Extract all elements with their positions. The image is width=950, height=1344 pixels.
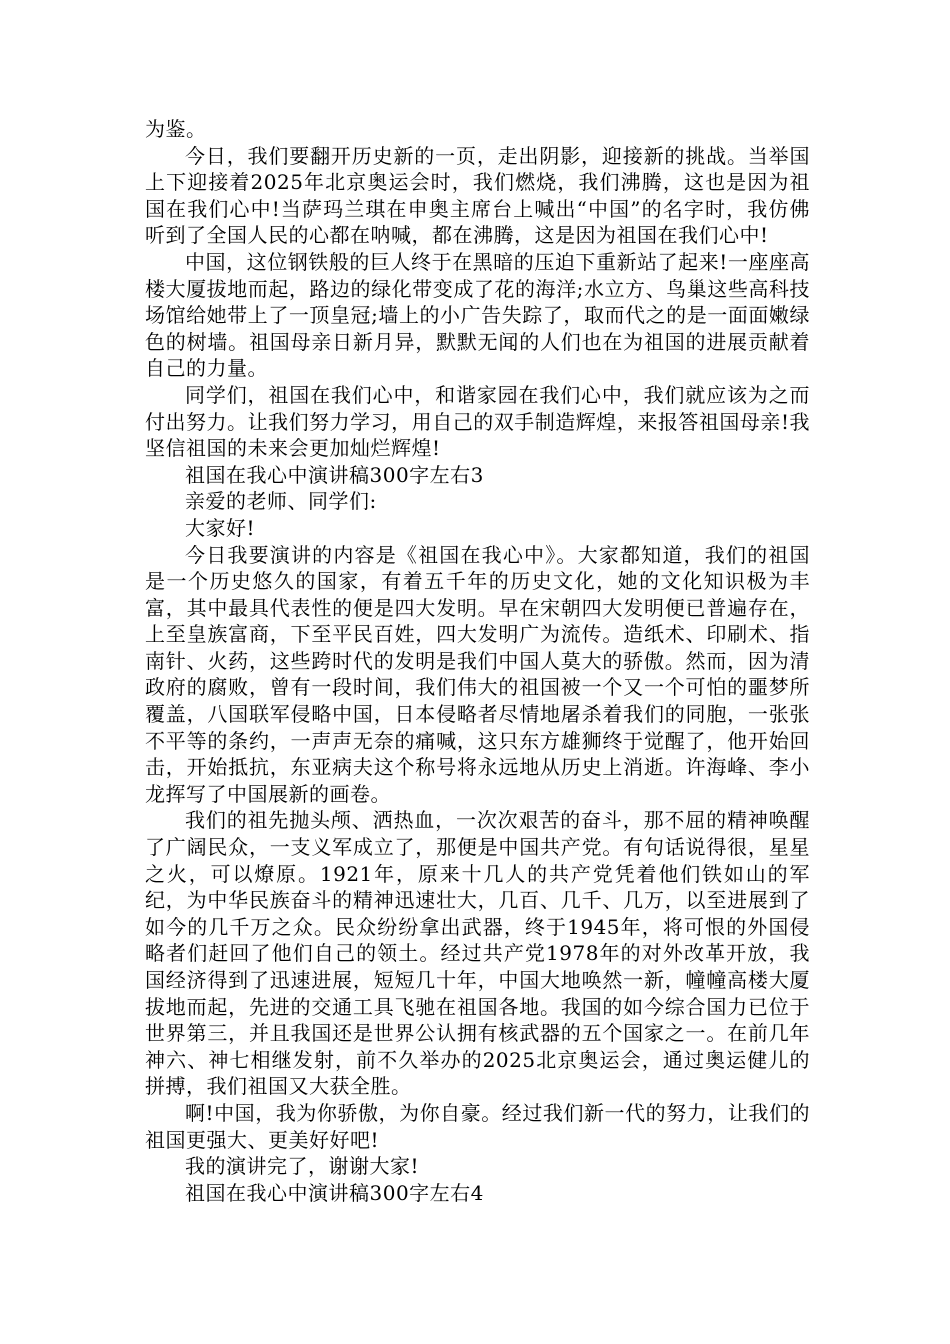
paragraph-pride: 啊!中国，我为你骄傲，为你自豪。经过我们新一代的努力，让我们的祖国更强大、更美好好吧! [145, 1100, 810, 1152]
salutation: 亲爱的老师、同学们: [185, 489, 377, 514]
paragraph-classmates: 同学们，祖国在我们心中，和谐家园在我们心中，我们就应该为之而付出努力。让我们努力学习，用自己的双手制造辉煌，来报答祖国母亲!我坚信祖国的未来会更加灿烂辉煌! [145, 382, 810, 461]
paragraph-china-rising: 中国，这位钢铁般的巨人终于在黑暗的压迫下重新站了起来!一座座高楼大厦拔地而起，路边的绿化带变成了花的海洋;水立方、鸟巢这些高科技场馆给她带上了一顶皇冠;墙上的小广告失踪了，取而代之的是一面面嫩绿色的树墙。祖国母亲日新月异，默默无闻的人们也在为祖国的进展贡献着自己的力量。 [145, 249, 810, 381]
document-page [145, 116, 810, 1206]
paragraph-continuation: 为鉴。 [145, 117, 207, 141]
section-title-4: 祖国在我心中演讲稿300字左右4 [185, 1180, 484, 1205]
greeting: 大家好! [185, 515, 256, 540]
section-title-3: 祖国在我心中演讲稿300字左右3 [185, 462, 484, 487]
paragraph-four-inventions: 今日我要演讲的内容是《祖国在我心中》。大家都知道，我们的祖国是一个历史悠久的国家，有着五千年的历史文化，她的文化知识极为丰富，其中最具代表性的便是四大发明。早在宋朝四大发明便已普遍存在，上至皇族富商，下至平民百姓，四大发明广为流传。造纸术、印刷术、指南针、火药，这些跨时代的发明是我们中国人莫大的骄傲。然而，因为清政府的腐败，曾有一段时间，我们伟大的祖国被一个又一个可怕的噩梦所覆盖，八国联军侵略中国，日本侵略者尽情地屠杀着我们的同胞，一张张不平等的条约，一声声无奈的痛喊，这只东方雄狮终于觉醒了，他开始回击，开始抵抗，东亚病夫这个称号将永远地从历史上消逝。许海峰、李小龙挥写了中国展新的画卷。 [145, 542, 810, 806]
closing: 我的演讲完了，谢谢大家! [185, 1154, 420, 1179]
paragraph-ancestors: 我们的祖先抛头颅、洒热血，一次次艰苦的奋斗，那不屈的精神唤醒了广阔民众，一支义军成立了，那便是中国共产党。有句话说得很，星星之火，可以燎原。1921年，原来十几人的共产党凭着他们铁如山的军纪，为中华民族奋斗的精神迅速壮大，几百、几千、几万，以至进展到了如今的几千万之众。民众纷纷拿出武器，终于1945年，将可恨的外国侵略者们赶回了他们自己的领土。经过共产党1978年的对外改革开放，我国经济得到了迅速进展，短短几十年，中国大地唤然一新，幢幢高楼大厦拔地而起，先进的交通工具飞驰在祖国各地。我国的如今综合国力已位于世界第三，并且我国还是世界公认拥有核武器的五个国家之一。在前几年神六、神七相继发射，前不久举办的2025北京奥运会，通过奥运健儿的拼搏，我们祖国又大获全胜。 [145, 808, 810, 1099]
paragraph-challenge: 今日，我们要翻开历史新的一页，走出阴影，迎接新的挑战。当举国上下迎接着2025年北京奥运会时，我们燃烧，我们沸腾，这也是因为祖国在我们心中!当萨玛兰琪在申奥主席台上喊出“中国”的名字时，我仿佛听到了全国人民的心都在呐喊，都在沸腾，这是因为祖国在我们心中! [145, 143, 810, 248]
